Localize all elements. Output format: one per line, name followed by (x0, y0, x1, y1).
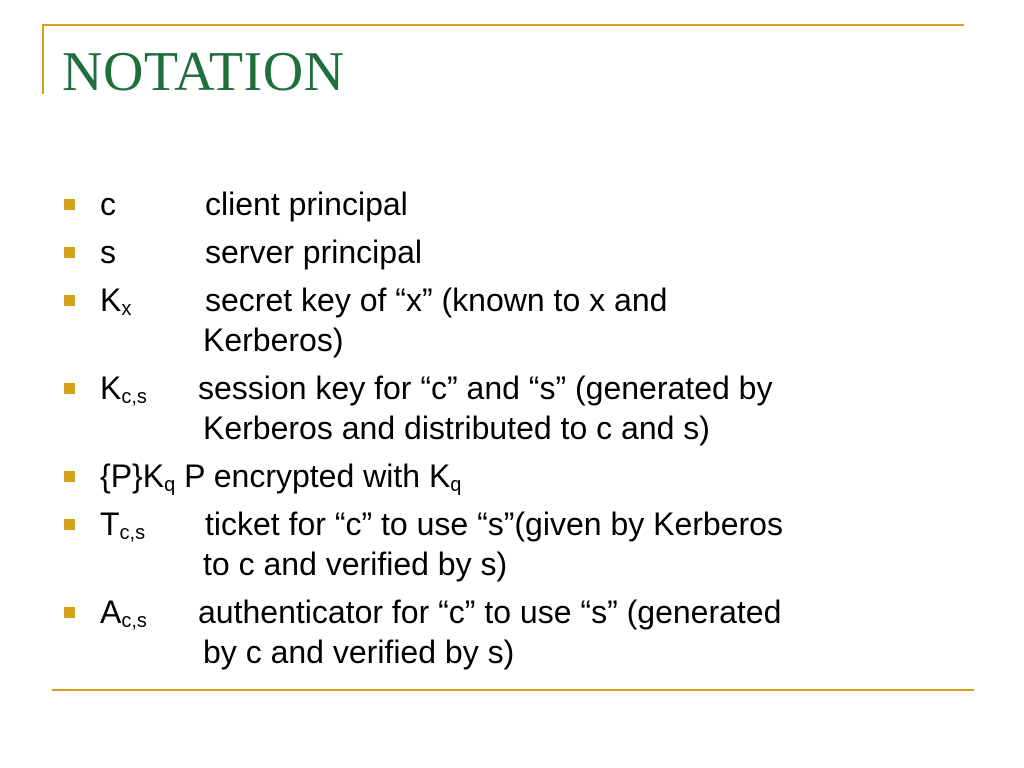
term-subscript: c,s (121, 386, 147, 408)
term-base: T (100, 506, 120, 542)
notation-description: session key for “c” and “s” (generated by (198, 370, 773, 406)
notation-description-continued: by c and verified by s) (203, 634, 515, 670)
description-text: P encrypted with K (184, 458, 451, 494)
notation-description: server principal (205, 234, 422, 270)
list-item (62, 184, 962, 224)
term-base: K (100, 370, 122, 406)
notation-description: secret key of “x” (known to x and (205, 282, 668, 318)
notation-description (184, 458, 461, 494)
square-bullet-icon (64, 519, 75, 530)
list-item (62, 456, 962, 496)
notation-term (100, 458, 175, 494)
list-item (62, 368, 962, 448)
term-base: K (100, 282, 122, 318)
description-subscript: q (450, 474, 462, 496)
term-base: A (100, 594, 122, 630)
notation-term (100, 368, 198, 408)
frame-bottom-line (52, 689, 974, 691)
frame-top-line (42, 24, 964, 26)
notation-term (100, 280, 205, 320)
term-subscript: c,s (121, 610, 147, 632)
term-base: c (100, 186, 116, 222)
list-item (62, 504, 962, 584)
notation-term (100, 504, 205, 544)
slide-title: NOTATION (62, 41, 345, 103)
square-bullet-icon (64, 607, 75, 618)
term-subscript: q (164, 474, 176, 496)
term-subscript: c,s (119, 522, 146, 544)
term-subscript: x (121, 298, 132, 320)
notation-description: client principal (205, 186, 408, 222)
frame-left-line (42, 24, 44, 94)
notation-term (100, 184, 205, 224)
notation-list (62, 184, 962, 680)
square-bullet-icon (64, 383, 75, 394)
notation-description-continued: Kerberos) (203, 322, 344, 358)
notation-description: authenticator for “c” to use “s” (generated (198, 594, 782, 630)
list-item (62, 592, 962, 672)
term-base: {P}K (100, 458, 165, 494)
notation-term (100, 232, 205, 272)
square-bullet-icon (64, 247, 75, 258)
notation-term (100, 592, 198, 632)
square-bullet-icon (64, 199, 75, 210)
notation-description-continued: Kerberos and distributed to c and s) (203, 410, 710, 446)
notation-description-continued: to c and verified by s) (203, 546, 508, 582)
square-bullet-icon (64, 295, 75, 306)
square-bullet-icon (64, 471, 75, 482)
term-base: s (100, 234, 116, 270)
list-item (62, 280, 962, 360)
notation-description: ticket for “c” to use “s”(given by Kerberos (205, 506, 783, 542)
list-item (62, 232, 962, 272)
